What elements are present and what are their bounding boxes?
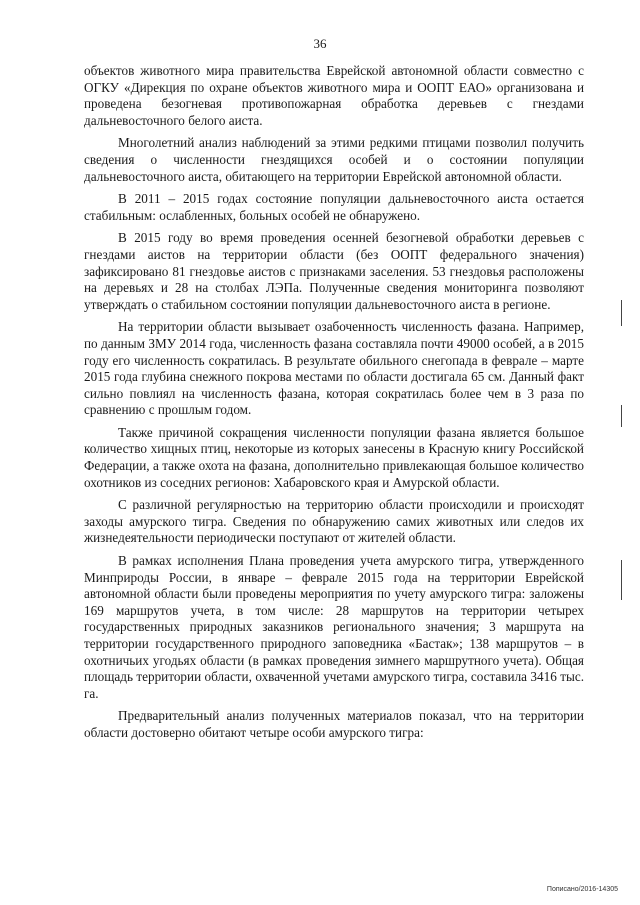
document-body — [84, 63, 584, 748]
paragraph-1: объектов животного мира правительства Еврейской автономной области совместно с ОГКУ «Дирекция по охране объектов животного мира и ООПТ ЕАО» организована и проведена безогневая противопожарная обработка деревьев с гнездами дальневосточного белого аиста. — [84, 63, 584, 128]
paragraph-3: В 2011 – 2015 годах состояние популяции дальневосточного аиста остается стабильным: ослабленных, больных особей не обнаружено. — [84, 191, 584, 223]
paragraph-4: В 2015 году во время проведения осенней безогневой обработки деревьев с гнездами аистов на территории области (без ООПТ федерального значения) зафиксировано 81 гнездовье аистов с признаками заселения. 53 гнездовья расположены на деревьях и 28 на столбах ЛЭПа. Полученные сведения мониторинга позволяют утверждать о стабильном состоянии популяции дальневосточного аиста в регионе. — [84, 230, 584, 312]
paragraph-5: На территории области вызывает озабоченность численность фазана. Например, по данным ЗМУ 2014 года, численность фазана составляла почти 49000 особей, а в 2015 году его численность сократилась. В результате обильного снегопада в феврале – марте 2015 года глубина снежного покрова местами по области достигала 65 см. Данный факт сильно повлиял на численность фазана, которая сократилась более чем в 3 раза по сравнению с прошлым годом. — [84, 319, 584, 418]
paragraph-8: В рамках исполнения Плана проведения учета амурского тигра, утвержденного Минприроды России, в январе – феврале 2015 года на территории Еврейской автономной области были проведены мероприятия по учету амурского тигра: заложены 169 маршрутов учета, в том числе: 28 маршрутов на территории четырех государственных природных заказников регионального значения; 3 маршрута на территории государственного природного заповедника «Бастак»; 138 маршрутов – в охотничьих угодьях области (в рамках проведения зимнего маршрутного учета). Общая площадь территории области, охваченной учетами амурского тигра, составила 3416 тыс. га. — [84, 553, 584, 701]
paragraph-7: С различной регулярностью на территорию области происходили и происходят заходы амурского тигра. Сведения по обнаружению самих животных или следов их жизнедеятельности периодически поступают от жителей области. — [84, 497, 584, 546]
margin-mark-middle — [621, 405, 622, 427]
margin-mark-lower — [621, 560, 622, 600]
page-number: 36 — [313, 36, 327, 51]
margin-mark-upper — [621, 300, 622, 326]
paragraph-2: Многолетний анализ наблюдений за этими редкими птицами позволил получить сведения о численности гнездящихся особей и о состоянии популяции дальневосточного аиста, обитающего на территории Еврейской автономной области. — [84, 135, 584, 184]
paragraph-6: Также причиной сокращения численности популяции фазана является большое количество хищных птиц, некоторые из которых занесены в Красную книгу Российской Федерации, а также охота на фазана, дополнительно привлекающая большое количество охотников из соседних регионов: Хабаровского края и Амурской области. — [84, 424, 584, 490]
footer-stamp: Пописано/2016-14305 — [546, 886, 618, 893]
paragraph-9: Предварительный анализ полученных материалов показал, что на территории области достоверно обитают четыре особи амурского тигра: — [84, 708, 584, 740]
